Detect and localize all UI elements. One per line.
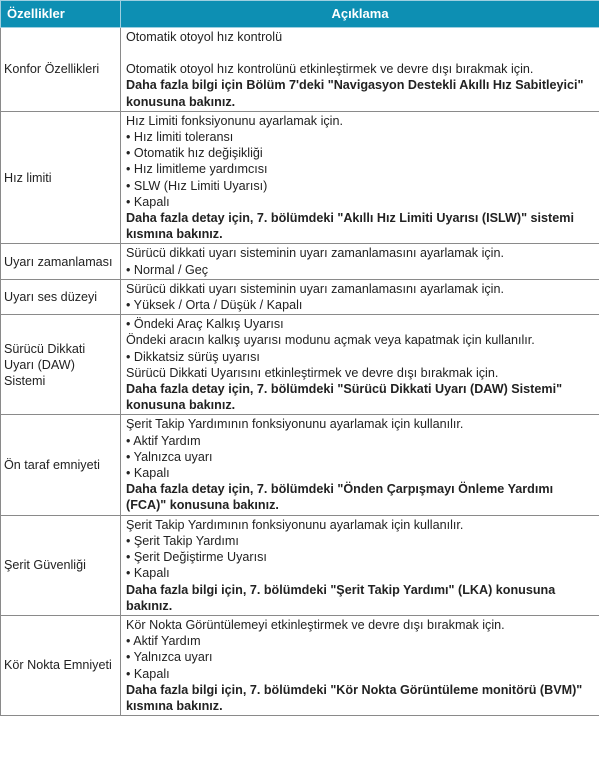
bullet-item: • Kapalı — [126, 466, 170, 481]
reference-note: Daha fazla bilgi için Bölüm 7'deki "Navigasyon Destekli Akıllı Hız Sabitleyici" konusuna bakınız. — [126, 78, 584, 109]
table-row — [1, 515, 599, 615]
description-text: Otomatik otoyol hız kontrolü — [126, 30, 283, 44]
reference-note: Daha fazla bilgi için, 7. bölümdeki "Kör Nokta Görüntüleme monitörü (BVM)" kısmına bakınız. — [126, 682, 583, 713]
description-text: Öndeki aracın kalkış uyarısı modunu açmak veya kapatmak için kullanılır. — [126, 333, 535, 348]
feature-cell: Konfor Özellikleri — [1, 28, 121, 112]
description-text: Sürücü dikkati uyarı sisteminin uyarı zamanlamasını ayarlamak için. — [126, 281, 504, 296]
description-text: Sürücü dikkati uyarı sisteminin uyarı zamanlamasını ayarlamak için. — [126, 246, 504, 261]
bullet-item: • Şerit Takip Yardımı — [126, 533, 239, 548]
bullet-item: • SLW (Hız Limiti Uyarısı) — [126, 178, 268, 193]
description-cell — [121, 615, 599, 715]
description-text: Otomatik otoyol hız kontrolünü etkinleştirmek ve devre dışı bırakmak için. — [126, 62, 534, 77]
bullet-item: • Hız limitleme yardımcısı — [126, 162, 268, 177]
bullet-item: • Yalnızca uyarı — [126, 449, 213, 464]
feature-cell: Sürücü Dikkati Uyarı (DAW) Sistemi — [1, 315, 121, 415]
reference-note: Daha fazla detay için, 7. bölümdeki "Sürücü Dikkati Uyarı (DAW) Sistemi" konusuna bakınız. — [126, 382, 563, 413]
description-cell — [121, 111, 599, 244]
feature-cell: Ön taraf emniyeti — [1, 415, 121, 515]
feature-cell: Uyarı ses düzeyi — [1, 279, 121, 314]
bullet-item: • Kapalı — [126, 566, 170, 581]
description-text: Sürücü Dikkati Uyarısını etkinleştirmek ve devre dışı bırakmak için. — [126, 365, 499, 380]
feature-cell: Hız limiti — [1, 111, 121, 244]
description-cell — [121, 515, 599, 615]
table-body — [1, 28, 599, 716]
description-cell — [121, 244, 599, 279]
feature-cell: Kör Nokta Emniyeti — [1, 615, 121, 715]
description-text: Kör Nokta Görüntülemeyi etkinleştirmek ve devre dışı bırakmak için. — [126, 617, 505, 632]
description-cell — [121, 415, 599, 515]
table-row — [1, 28, 599, 112]
reference-note: Daha fazla detay için, 7. bölümdeki "Önden Çarpışmayı Önleme Yardımı (FCA)" konusuna bakınız. — [126, 482, 554, 513]
bullet-item: • Dikkatsiz sürüş uyarısı — [126, 349, 260, 364]
description-cell — [121, 279, 599, 314]
description-cell — [121, 315, 599, 415]
bullet-item: • Hız limiti toleransı — [126, 130, 234, 145]
bullet-item: • Aktif Yardım — [126, 433, 201, 448]
table-header-row — [1, 1, 599, 28]
description-cell — [121, 28, 599, 112]
table-row — [1, 315, 599, 415]
reference-note: Daha fazla bilgi için, 7. bölümdeki "Şerit Takip Yardımı" (LKA) konusuna bakınız. — [126, 582, 556, 613]
description-text: Hız Limiti fonksiyonunu ayarlamak için. — [126, 113, 343, 128]
table-row — [1, 279, 599, 314]
bullet-item: • Yüksek / Orta / Düşük / Kapalı — [126, 298, 303, 313]
description-text: Şerit Takip Yardımının fonksiyonunu ayarlamak için kullanılır. — [126, 517, 464, 532]
table-row — [1, 415, 599, 515]
bullet-item: • Aktif Yardım — [126, 634, 201, 649]
bullet-item: • Yalnızca uyarı — [126, 650, 213, 665]
bullet-item: • Öndeki Araç Kalkış Uyarısı — [126, 317, 284, 332]
bullet-item: • Kapalı — [126, 194, 170, 209]
feature-cell: Uyarı zamanlaması — [1, 244, 121, 279]
bullet-item: • Kapalı — [126, 666, 170, 681]
bullet-item: • Normal / Geç — [126, 262, 209, 277]
table-row — [1, 615, 599, 715]
header-description: Açıklama — [121, 1, 599, 28]
bullet-item: • Otomatik hız değişikliği — [126, 146, 263, 161]
spacer — [126, 45, 596, 61]
feature-cell: Şerit Güvenliği — [1, 515, 121, 615]
bullet-item: • Şerit Değiştirme Uyarısı — [126, 550, 267, 565]
description-text: Şerit Takip Yardımının fonksiyonunu ayarlamak için kullanılır. — [126, 417, 464, 432]
reference-note: Daha fazla detay için, 7. bölümdeki "Akıllı Hız Limiti Uyarısı (ISLW)" sistemi kısmına bakınız. — [126, 211, 574, 242]
table-row — [1, 244, 599, 279]
table-row — [1, 111, 599, 244]
header-features: Özellikler — [1, 1, 121, 28]
